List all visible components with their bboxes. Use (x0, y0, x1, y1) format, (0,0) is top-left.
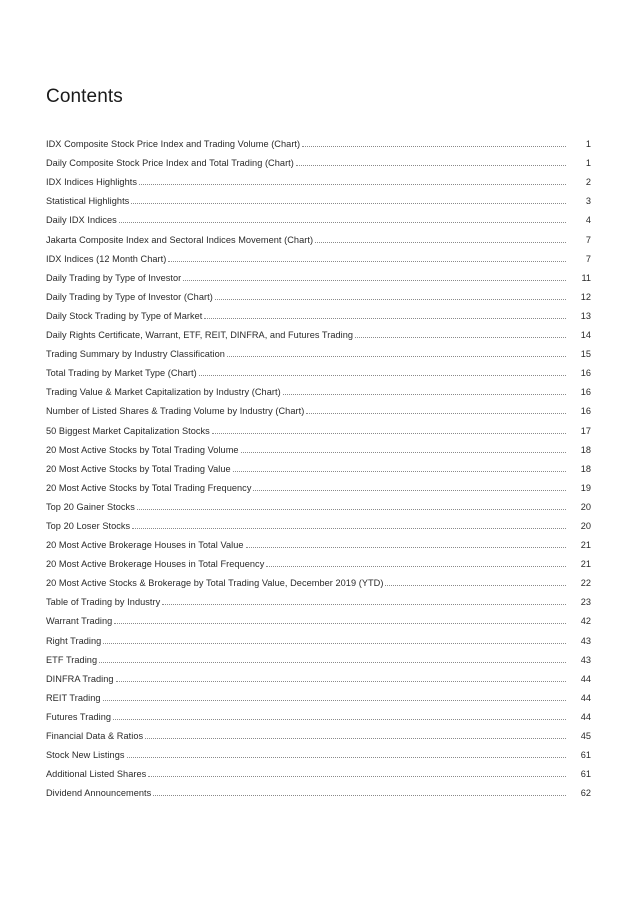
toc-entry[interactable] (46, 321, 591, 340)
toc-dot-leader (241, 444, 566, 453)
toc-dot-leader (139, 176, 566, 185)
toc-entry-page-number: 16 (580, 406, 591, 417)
toc-entry[interactable] (46, 245, 591, 264)
toc-dot-leader (131, 195, 566, 204)
toc-entry-label: Trading Value & Market Capitalization by Industry (Chart) (46, 387, 281, 398)
toc-entry[interactable] (46, 130, 591, 149)
toc-dot-leader (233, 463, 566, 472)
toc-entry-page-number: 45 (580, 731, 591, 741)
toc-entry-label: IDX Indices (12 Month Chart) (46, 253, 167, 264)
toc-dot-leader (114, 615, 566, 624)
toc-entry[interactable] (46, 397, 591, 416)
toc-entry-page-number: 17 (580, 425, 591, 436)
toc-entry-page-number: 23 (580, 597, 591, 608)
toc-entry-label: Daily Trading by Type of Investor (46, 272, 182, 283)
toc-entry-page-number: 14 (580, 330, 591, 341)
toc-entry[interactable] (46, 187, 591, 206)
toc-entry-label: Top 20 Gainer Stocks (46, 501, 135, 512)
toc-entry[interactable] (46, 512, 591, 531)
toc-dot-leader (148, 768, 566, 777)
toc-dot-leader (119, 214, 566, 223)
toc-entry-label: Top 20 Loser Stocks (46, 520, 131, 531)
toc-entry-page-number: 1 (585, 139, 591, 150)
toc-dot-leader (302, 138, 566, 147)
toc-entry-page-number: 2 (585, 177, 591, 188)
toc-entry-label: Daily Rights Certificate, Warrant, ETF, REIT, DINFRA, and Futures Trading (46, 330, 354, 341)
toc-dot-leader (315, 234, 566, 243)
toc-entry[interactable] (46, 779, 591, 798)
toc-entry[interactable] (46, 225, 591, 244)
toc-entry-label: 20 Most Active Stocks by Total Trading Value (46, 463, 231, 474)
toc-entry[interactable] (46, 378, 591, 397)
toc-entry-label: Daily Trading by Type of Investor (Chart) (46, 291, 213, 302)
toc-entry-page-number: 13 (580, 310, 591, 321)
toc-entry-page-number: 61 (580, 769, 591, 780)
toc-entry-page-number: 61 (580, 750, 591, 761)
toc-entry-label: Statistical Highlights (46, 196, 130, 207)
toc-dot-leader (183, 272, 566, 281)
toc-entry[interactable] (46, 703, 591, 722)
toc-entry[interactable] (46, 264, 591, 283)
toc-entry-label: Dividend Announcements (46, 788, 152, 799)
toc-entry-page-number: 18 (580, 463, 591, 474)
toc-entry-label: Number of Listed Shares & Trading Volume by Industry (Chart) (46, 406, 305, 417)
toc-entry[interactable] (46, 722, 591, 741)
toc-entry-page-number: 21 (580, 540, 591, 551)
toc-dot-leader (306, 405, 566, 414)
toc-entry-label: 20 Most Active Stocks by Total Trading Volume (46, 444, 239, 455)
toc-entry-label: REIT Trading (46, 692, 101, 703)
toc-dot-leader (283, 386, 566, 395)
toc-dot-leader (127, 749, 566, 758)
toc-entry-page-number: 43 (580, 635, 591, 646)
toc-entry-page-number: 16 (580, 368, 591, 379)
toc-dot-leader (116, 673, 566, 682)
toc-entry[interactable] (46, 206, 591, 225)
toc-dot-leader (296, 157, 566, 166)
toc-entry-label: DINFRA Trading (46, 673, 114, 684)
toc-entry-label: Jakarta Composite Index and Sectoral Indices Movement (Chart) (46, 234, 314, 245)
toc-entry-page-number: 22 (580, 578, 591, 589)
toc-entry-label: IDX Indices Highlights (46, 177, 137, 188)
toc-entry-page-number: 19 (580, 482, 591, 493)
toc-entry[interactable] (46, 665, 591, 684)
toc-dot-leader (253, 482, 566, 491)
toc-entry[interactable] (46, 569, 591, 588)
toc-entry-label: Stock New Listings (46, 750, 125, 761)
toc-entry-label: Daily Composite Stock Price Index and Total Trading (Chart) (46, 158, 294, 169)
toc-dot-leader (168, 253, 566, 262)
toc-entry-label: Futures Trading (46, 711, 112, 722)
toc-entry[interactable] (46, 607, 591, 626)
toc-entry[interactable] (46, 531, 591, 550)
toc-entry-label: Warrant Trading (46, 616, 113, 627)
toc-entry[interactable] (46, 359, 591, 378)
toc-entry-page-number: 3 (585, 196, 591, 207)
toc-entry[interactable] (46, 168, 591, 187)
toc-entry[interactable] (46, 416, 591, 435)
toc-entry-label: Daily IDX Indices (46, 215, 117, 226)
toc-entry[interactable] (46, 760, 591, 779)
toc-entry-page-number: 20 (580, 520, 591, 531)
toc-dot-leader (199, 367, 566, 376)
toc-entry-label: Additional Listed Shares (46, 769, 147, 780)
toc-entry-label: Total Trading by Market Type (Chart) (46, 368, 197, 379)
toc-dot-leader (137, 501, 566, 510)
toc-entry-label: ETF Trading (46, 654, 98, 665)
toc-dot-leader (355, 329, 566, 338)
toc-entry[interactable] (46, 436, 591, 455)
toc-entry-label: 50 Biggest Market Capitalization Stocks (46, 425, 210, 436)
toc-dot-leader (246, 539, 566, 548)
toc-entry-label: Financial Data & Ratios (46, 731, 144, 741)
toc-dot-leader (145, 730, 566, 739)
toc-entry-label: Table of Trading by Industry (46, 597, 161, 608)
toc-entry-page-number: 18 (580, 444, 591, 455)
toc-dot-leader (103, 692, 566, 701)
toc-dot-leader (385, 577, 566, 586)
page-title: Contents (46, 86, 123, 107)
toc-entry-page-number: 20 (580, 501, 591, 512)
toc-entry-page-number: 7 (585, 234, 591, 245)
toc-entry-page-number: 1 (585, 158, 591, 169)
toc-entry-label: Trading Summary by Industry Classification (46, 349, 225, 360)
toc-dot-leader (103, 635, 566, 644)
toc-entry[interactable] (46, 302, 591, 321)
toc-entry-label: Right Trading (46, 635, 102, 646)
toc-entry-page-number: 12 (580, 291, 591, 302)
toc-dot-leader (132, 520, 566, 529)
toc-entry-page-number: 16 (580, 387, 591, 398)
toc-entry-page-number: 44 (580, 692, 591, 703)
toc-entry-label: 20 Most Active Brokerage Houses in Total Frequency (46, 559, 265, 570)
toc-entry-page-number: 15 (580, 349, 591, 360)
toc-entry-label: IDX Composite Stock Price Index and Trading Volume (Chart) (46, 139, 301, 150)
toc-entry[interactable] (46, 455, 591, 474)
toc-entry-page-number: 11 (581, 272, 591, 283)
toc-entry-page-number: 62 (580, 788, 591, 799)
toc-entry[interactable] (46, 283, 591, 302)
toc-entry[interactable] (46, 588, 591, 607)
toc-dot-leader (113, 711, 566, 720)
toc-entry[interactable] (46, 626, 591, 645)
toc-entry-page-number: 42 (580, 616, 591, 627)
toc-entry-page-number: 44 (580, 673, 591, 684)
toc-entry-label: 20 Most Active Brokerage Houses in Total Value (46, 540, 244, 551)
toc-entry[interactable] (46, 550, 591, 569)
toc-dot-leader (212, 425, 566, 434)
toc-entry-page-number: 4 (585, 215, 591, 226)
toc-entry[interactable] (46, 340, 591, 359)
toc-dot-leader (204, 310, 566, 319)
toc-entry[interactable] (46, 646, 591, 665)
toc-entry-label: 20 Most Active Stocks & Brokerage by Total Trading Value, December 2019 (YTD) (46, 578, 384, 589)
toc-entry[interactable] (46, 741, 591, 760)
toc-dot-leader (153, 787, 566, 796)
table-of-contents (46, 130, 591, 798)
toc-entry[interactable] (46, 149, 591, 168)
toc-dot-leader (162, 596, 566, 605)
toc-entry-page-number: 43 (580, 654, 591, 665)
toc-dot-leader (215, 291, 566, 300)
toc-entry-page-number: 7 (585, 253, 591, 264)
toc-entry-page-number: 21 (580, 559, 591, 570)
toc-dot-leader (227, 348, 566, 357)
toc-entry[interactable] (46, 474, 591, 493)
toc-entry[interactable] (46, 493, 591, 512)
toc-dot-leader (266, 558, 566, 567)
toc-entry[interactable] (46, 684, 591, 703)
toc-dot-leader (99, 654, 566, 663)
toc-entry-label: Daily Stock Trading by Type of Market (46, 310, 203, 321)
toc-entry-label: 20 Most Active Stocks by Total Trading Frequency (46, 482, 252, 493)
toc-entry-page-number: 44 (580, 711, 591, 722)
